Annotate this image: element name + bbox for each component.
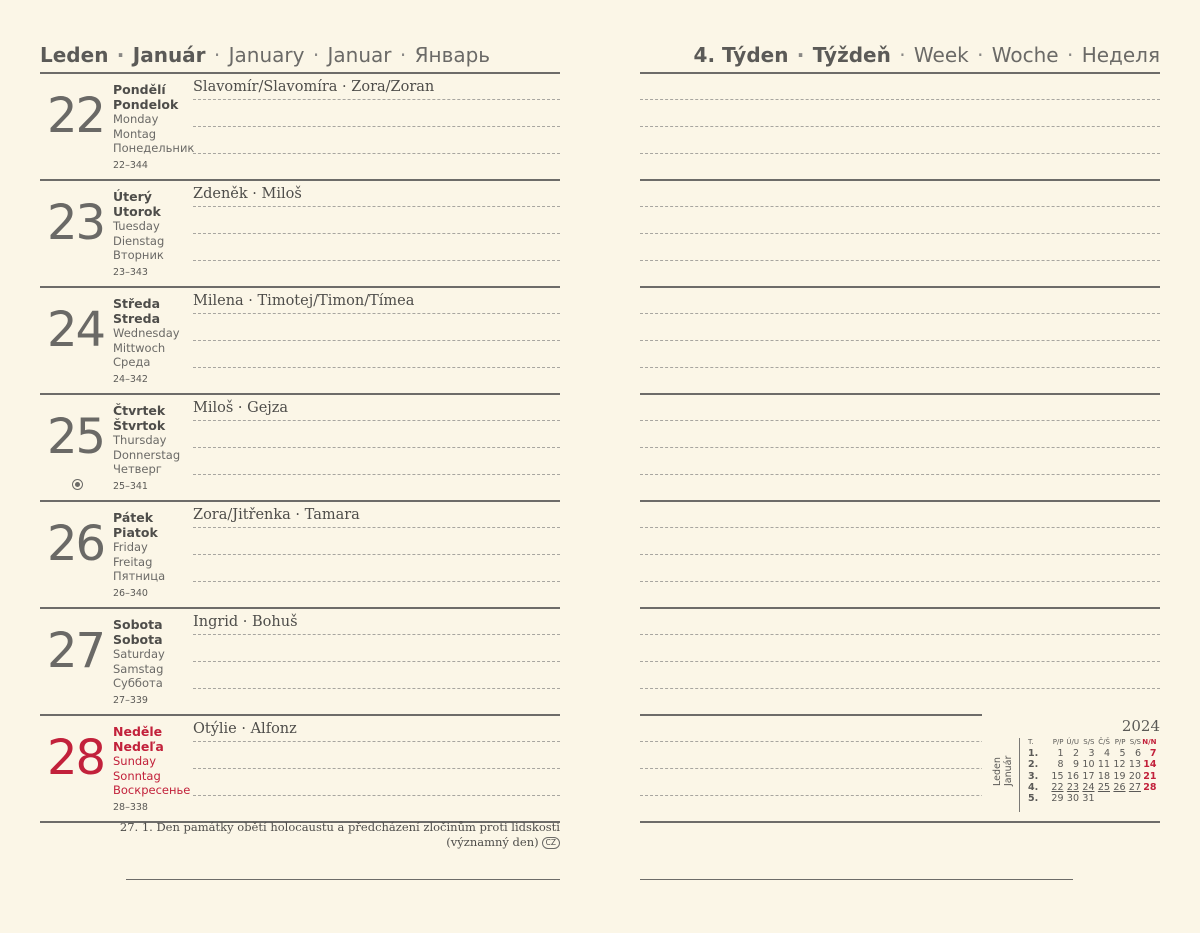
- writing-line[interactable]: [193, 741, 560, 742]
- writing-line[interactable]: [193, 153, 560, 154]
- mini-calendar-day: 27: [1128, 781, 1141, 793]
- day-name-de: Donnerstag: [113, 447, 181, 462]
- day-separator: [640, 500, 1160, 502]
- mini-calendar-header-row: [1028, 737, 1157, 748]
- mini-calendar-day: 19: [1113, 770, 1126, 782]
- mini-calendar-weekday: S/S: [1083, 738, 1095, 746]
- separator: ·: [977, 43, 984, 67]
- writing-line[interactable]: [640, 206, 1160, 207]
- day-names: [113, 404, 193, 494]
- bottom-rule-left: [126, 879, 560, 880]
- day-name-de: Mittwoch: [113, 340, 166, 355]
- mini-calendar-day: 23: [1066, 781, 1079, 793]
- mini-calendar-week-number: 5.: [1028, 793, 1039, 805]
- writing-line[interactable]: [640, 233, 1160, 234]
- day-name-en: Saturday: [113, 647, 165, 661]
- mini-calendar-week-number: 4.: [1028, 781, 1039, 793]
- day-name-sk: Utorok: [113, 203, 161, 219]
- writing-line[interactable]: [193, 474, 560, 475]
- mini-calendar: [982, 712, 1162, 816]
- writing-line[interactable]: [193, 447, 560, 448]
- day-name-en: Friday: [113, 540, 148, 554]
- mini-calendar-day: 4: [1103, 748, 1110, 760]
- mini-calendar-day: 13: [1128, 759, 1141, 771]
- mini-calendar-day: 2: [1072, 748, 1079, 760]
- day-names: [113, 511, 193, 601]
- mini-calendar-year: 2024: [1121, 717, 1160, 735]
- mini-calendar-weekday: Č/Š: [1098, 738, 1110, 746]
- day-names: [113, 83, 193, 173]
- mini-calendar-day: [1141, 793, 1157, 804]
- writing-line[interactable]: [193, 661, 560, 662]
- day-name-sk: Štvrtok: [113, 417, 166, 433]
- mini-calendar-weekday: N/N: [1142, 738, 1157, 746]
- day-name-count: 24–342: [113, 373, 148, 385]
- month-ru: Январь: [414, 43, 491, 67]
- month-sk: Január: [132, 43, 206, 67]
- footnote-line1: 27. 1. Den památky obětí holocaustu a předcházení zločinům proti lidskosti: [119, 820, 560, 834]
- separator: ·: [399, 43, 407, 67]
- day-number: 27: [47, 623, 105, 679]
- writing-line[interactable]: [193, 260, 560, 261]
- mini-calendar-day: 21: [1143, 770, 1157, 782]
- separator: ·: [796, 43, 805, 67]
- mini-calendar-week-number: 2.: [1028, 759, 1039, 771]
- writing-line[interactable]: [640, 367, 1160, 368]
- writing-line[interactable]: [193, 795, 560, 796]
- footnote-line2: [100, 835, 560, 850]
- rule-top-right: [640, 72, 1160, 74]
- day-name-de: Samstag: [113, 661, 164, 676]
- mini-calendar-weekday: T.: [1028, 738, 1034, 746]
- mini-calendar-week-row: [1028, 759, 1157, 770]
- day-name-de: Freitag: [113, 554, 153, 569]
- day-name-count: 25–341: [113, 480, 148, 492]
- day-name-cz: Sobota: [113, 617, 163, 632]
- mini-calendar-day: 31: [1082, 793, 1095, 805]
- mini-calendar-weekday: P/P: [1114, 738, 1126, 746]
- mini-calendar-day: 17: [1082, 770, 1095, 782]
- day-name-sk: Nedeľa: [113, 738, 164, 754]
- separator: ·: [116, 43, 125, 67]
- day-name-en: Wednesday: [113, 326, 180, 340]
- rule-top-left: [40, 72, 560, 74]
- day-separator: [40, 393, 560, 395]
- writing-line[interactable]: [640, 99, 1160, 100]
- mini-calendar-week-number: 3.: [1028, 770, 1039, 782]
- day-name-sk: Pondelok: [113, 96, 179, 112]
- day-name-count: 28–338: [113, 801, 148, 813]
- mini-calendar-day: 11: [1097, 759, 1110, 771]
- mini-calendar-day: 20: [1128, 770, 1141, 782]
- day-name-count: 23–343: [113, 266, 148, 278]
- mini-calendar-week-row: [1028, 748, 1157, 759]
- mini-calendar-weekday: S/S: [1129, 738, 1141, 746]
- mini-calendar-week-number: 1.: [1028, 748, 1039, 760]
- writing-line[interactable]: [193, 634, 560, 635]
- mini-calendar-day: 24: [1082, 781, 1095, 793]
- day-names: [113, 297, 193, 387]
- day-name-cz: Úterý: [113, 189, 152, 204]
- week-en: Week: [913, 43, 969, 67]
- day-name-cz: Pátek: [113, 510, 154, 525]
- writing-line[interactable]: [640, 260, 1160, 261]
- writing-line[interactable]: [193, 581, 560, 582]
- mini-calendar-day: [1095, 793, 1111, 804]
- footnote: [100, 820, 560, 850]
- writing-line[interactable]: [193, 367, 560, 368]
- day-number: 24: [47, 302, 105, 358]
- separator: ·: [899, 43, 906, 67]
- mini-calendar-weekday: Ú/U: [1066, 738, 1079, 746]
- day-separator: [40, 607, 560, 609]
- separator: ·: [312, 43, 320, 67]
- day-separator: [40, 500, 560, 502]
- mini-calendar-day: 12: [1113, 759, 1126, 771]
- moon-phase-icon: [72, 479, 83, 490]
- mini-calendar-day: 28: [1143, 781, 1157, 793]
- day-name-ru: Суббота: [113, 676, 163, 690]
- day-name-en: Sunday: [113, 754, 157, 768]
- mini-calendar-week-row: [1028, 782, 1157, 793]
- day-name-cz: Neděle: [113, 724, 163, 739]
- mini-calendar-day: 18: [1097, 770, 1110, 782]
- writing-line[interactable]: [193, 340, 560, 341]
- month-cz: Leden: [40, 43, 109, 67]
- mini-month-cz: Leden: [992, 757, 1003, 786]
- day-separator: [640, 286, 1160, 288]
- writing-line[interactable]: [193, 206, 560, 207]
- day-name-en: Thursday: [113, 433, 167, 447]
- mini-calendar-grid: [1028, 737, 1157, 804]
- writing-line[interactable]: [640, 313, 1160, 314]
- writing-line[interactable]: [193, 99, 560, 100]
- nameday-text: Ingrid · Bohuš: [193, 614, 298, 630]
- mini-calendar-day: 14: [1143, 759, 1157, 771]
- day-name-count: 22–344: [113, 159, 148, 171]
- day-name-sk: Piatok: [113, 524, 158, 540]
- mini-calendar-day: 1: [1057, 748, 1064, 760]
- writing-line[interactable]: [640, 581, 1160, 582]
- day-name-count: 27–339: [113, 694, 148, 706]
- mini-calendar-day: 10: [1082, 759, 1095, 771]
- writing-line[interactable]: [640, 420, 1160, 421]
- day-name-de: Dienstag: [113, 233, 165, 248]
- writing-line[interactable]: [640, 153, 1160, 154]
- mini-calendar-divider: [1019, 738, 1020, 812]
- writing-line[interactable]: [193, 420, 560, 421]
- nameday-text: Miloš · Gejza: [193, 400, 289, 416]
- page-title-month: [40, 40, 490, 70]
- nameday-text: Otýlie · Alfonz: [193, 721, 297, 737]
- writing-line[interactable]: [193, 554, 560, 555]
- day-name-cz: Čtvrtek: [113, 403, 166, 418]
- day-names: [113, 618, 193, 708]
- week-de: Woche: [991, 43, 1059, 67]
- separator: ·: [213, 43, 221, 67]
- month-en: January: [228, 43, 305, 67]
- nameday-text: Zdeněk · Miloš: [193, 186, 302, 202]
- day-name-ru: Четверг: [113, 462, 162, 476]
- day-separator: [640, 179, 1160, 181]
- mini-calendar-weekday: P/P: [1052, 738, 1064, 746]
- day-name-cz: Pondělí: [113, 82, 166, 97]
- mini-month-sk: Január: [1003, 755, 1014, 786]
- mini-calendar-day: 15: [1051, 770, 1064, 782]
- day-number: 23: [47, 195, 105, 251]
- mini-calendar-day: 7: [1149, 748, 1157, 760]
- separator: ·: [1066, 43, 1074, 67]
- writing-line[interactable]: [640, 554, 1160, 555]
- mini-calendar-day: 26: [1113, 781, 1126, 793]
- writing-line[interactable]: [640, 447, 1160, 448]
- day-number: 26: [47, 516, 105, 572]
- writing-line[interactable]: [193, 313, 560, 314]
- day-separator: [40, 714, 560, 716]
- day-separator: [40, 179, 560, 181]
- writing-line[interactable]: [640, 340, 1160, 341]
- day-number: 25: [47, 409, 105, 465]
- writing-line[interactable]: [193, 688, 560, 689]
- mini-calendar-week-row: [1028, 793, 1157, 804]
- writing-line[interactable]: [640, 474, 1160, 475]
- mini-calendar-week-row: [1028, 771, 1157, 782]
- mini-calendar-day: 6: [1134, 748, 1141, 760]
- writing-line[interactable]: [640, 527, 1160, 528]
- mini-calendar-day: 9: [1072, 759, 1079, 771]
- day-name-cz: Středa: [113, 296, 161, 311]
- mini-calendar-day: [1126, 793, 1142, 804]
- day-names: [113, 725, 193, 815]
- mini-calendar-day: 3: [1088, 748, 1095, 760]
- writing-line[interactable]: [640, 661, 1160, 662]
- mini-calendar-day: 16: [1066, 770, 1079, 782]
- writing-line[interactable]: [193, 233, 560, 234]
- mini-calendar-day: 5: [1119, 748, 1126, 760]
- day-name-en: Tuesday: [113, 219, 160, 233]
- cz-badge-icon: CZ: [542, 837, 560, 849]
- writing-line[interactable]: [193, 527, 560, 528]
- writing-line[interactable]: [640, 688, 1160, 689]
- bottom-rule-right: [640, 879, 1073, 880]
- day-name-de: Sonntag: [113, 768, 161, 783]
- writing-line[interactable]: [640, 126, 1160, 127]
- nameday-text: Zora/Jitřenka · Tamara: [193, 507, 360, 523]
- day-names: [113, 190, 193, 280]
- day-name-de: Montag: [113, 126, 157, 141]
- page-title-week: [694, 40, 1160, 70]
- mini-calendar-day: 8: [1057, 759, 1064, 771]
- day-separator: [640, 393, 1160, 395]
- day-separator: [640, 821, 1160, 823]
- writing-line[interactable]: [640, 634, 1160, 635]
- week-ru: Неделя: [1081, 43, 1160, 67]
- nameday-text: Milena · Timotej/Timon/Tímea: [193, 293, 415, 309]
- mini-calendar-day: 22: [1051, 781, 1064, 793]
- mini-calendar-day: 29: [1051, 793, 1064, 805]
- mini-calendar-day: 25: [1097, 781, 1110, 793]
- nameday-text: Slavomír/Slavomíra · Zora/Zoran: [193, 79, 435, 95]
- day-number: 22: [47, 88, 105, 144]
- week-sk: Týždeň: [812, 43, 891, 67]
- week-cz: 4. Týden: [693, 43, 789, 67]
- day-name-ru: Воскресенье: [113, 783, 191, 797]
- day-name-ru: Понедельник: [113, 141, 195, 155]
- mini-calendar-day: [1110, 793, 1126, 804]
- day-name-sk: Streda: [113, 310, 161, 326]
- month-de: Januar: [327, 43, 392, 67]
- day-name-ru: Вторник: [113, 248, 164, 262]
- mini-calendar-day: 30: [1066, 793, 1079, 805]
- day-number: 28: [47, 730, 105, 786]
- writing-line[interactable]: [193, 768, 560, 769]
- mini-calendar-months: [992, 738, 1014, 786]
- day-name-ru: Среда: [113, 355, 151, 369]
- day-name-en: Monday: [113, 112, 159, 126]
- day-separator: [640, 607, 1160, 609]
- day-name-sk: Sobota: [113, 631, 163, 647]
- footnote-line2-text: (významný den): [446, 835, 539, 849]
- day-separator: [40, 286, 560, 288]
- day-name-ru: Пятница: [113, 569, 166, 583]
- day-name-count: 26–340: [113, 587, 148, 599]
- writing-line[interactable]: [193, 126, 560, 127]
